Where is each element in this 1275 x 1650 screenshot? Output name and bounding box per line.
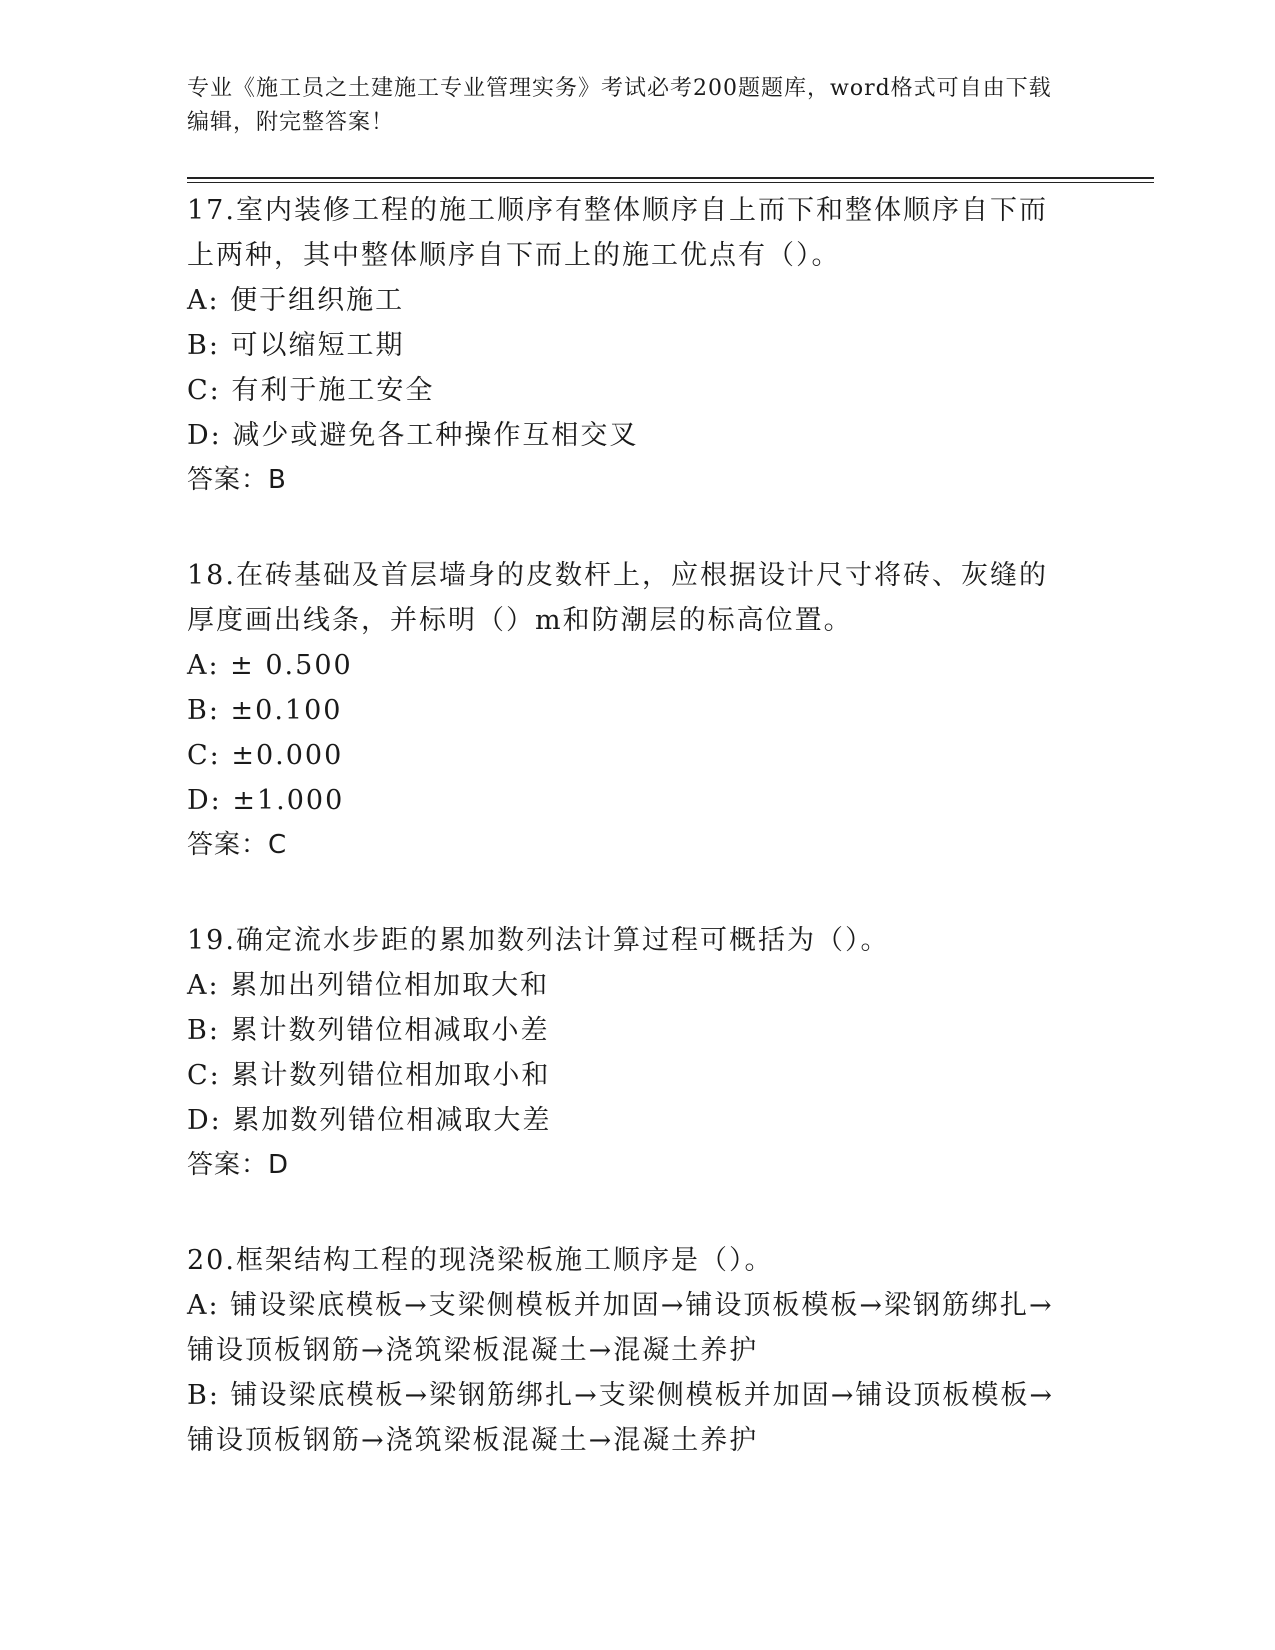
question-18 <box>187 553 1067 868</box>
option-a: A: 便于组织施工 <box>187 285 405 316</box>
answer: 答案：D <box>187 1150 290 1180</box>
option-c: C: 累计数列错位相加取小和 <box>187 1060 551 1091</box>
question-17 <box>187 188 1067 503</box>
question-19 <box>187 918 1067 1188</box>
option-d: D: ±1.000 <box>187 785 345 816</box>
option-d: D: 减少或避免各工种操作互相交叉 <box>187 420 639 451</box>
question-stem: 18.在砖基础及首层墙身的皮数杆上，应根据设计尺寸将砖、灰缝的厚度画出线条，并标明（）m和防潮层的标高位置。 <box>187 560 1048 636</box>
option-b: B: 铺设梁底模板→梁钢筋绑扎→支梁侧模板并加固→铺设顶板模板→铺设顶板钢筋→浇筑梁板混凝土→混凝土养护 <box>187 1380 1055 1456</box>
header-divider-thick <box>187 177 1154 179</box>
option-c: C: ±0.000 <box>187 740 344 771</box>
answer: 答案：B <box>187 465 287 495</box>
option-a: A: ± 0.500 <box>187 650 353 681</box>
option-b: B: ±0.100 <box>187 695 343 726</box>
answer: 答案：C <box>187 830 288 860</box>
option-a: A: 累加出列错位相加取大和 <box>187 970 550 1001</box>
option-b: B: 累计数列错位相减取小差 <box>187 1015 550 1046</box>
option-a: A: 铺设梁底模板→支梁侧模板并加固→铺设顶板模板→梁钢筋绑扎→铺设顶板钢筋→浇筑梁板混凝土→混凝土养护 <box>187 1290 1054 1366</box>
document-header: 专业《施工员之土建施工专业管理实务》考试必考200题题库，word格式可自由下载编辑，附完整答案！ <box>187 76 1052 135</box>
option-b: B: 可以缩短工期 <box>187 330 405 361</box>
header-divider-thin <box>187 182 1154 183</box>
question-stem: 20.框架结构工程的现浇梁板施工顺序是（）。 <box>187 1245 774 1276</box>
option-d: D: 累加数列错位相减取大差 <box>187 1105 552 1136</box>
option-c: C: 有利于施工安全 <box>187 375 435 406</box>
question-stem: 17.室内装修工程的施工顺序有整体顺序自上而下和整体顺序自下而上两种，其中整体顺序自下而上的施工优点有（）。 <box>187 195 1048 271</box>
question-stem: 19.确定流水步距的累加数列法计算过程可概括为（）。 <box>187 925 890 956</box>
question-20 <box>187 1238 1067 1463</box>
